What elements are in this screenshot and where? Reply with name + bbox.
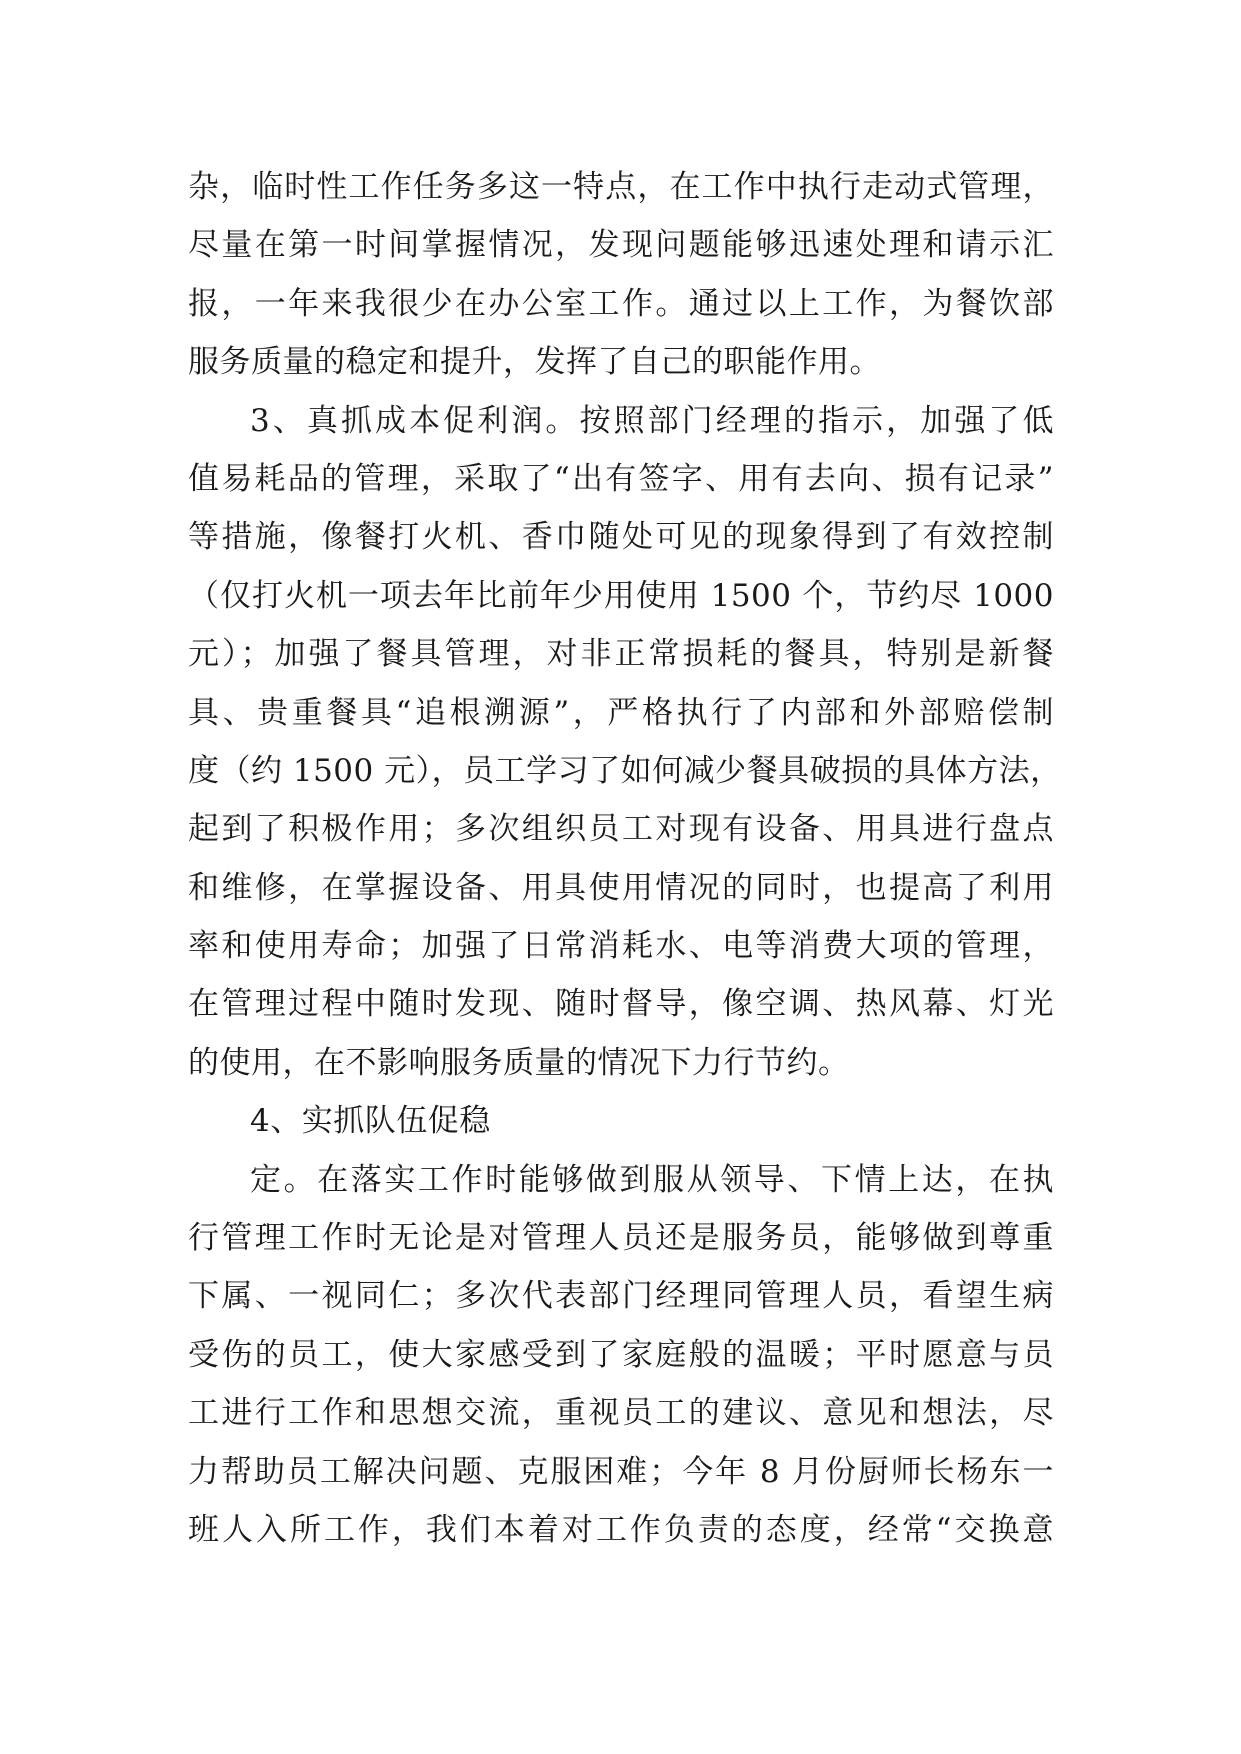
text-line: 的使用，在不影响服务质量的情况下力行节约。	[188, 1044, 850, 1081]
text-line: 下属、一视同仁；多次代表部门经理同管理人员，看望生病	[188, 1278, 1054, 1315]
text-line: （仅打火机一项去年比前年少用使用 1500 个，节约尽 1000	[188, 577, 1054, 614]
text-line: 力帮助员工解决问题、克服困难；今年 8 月份厨师长杨东一	[188, 1453, 1054, 1490]
text-line: 等措施，像餐打火机、香巾随处可见的现象得到了有效控制	[188, 519, 1054, 556]
text-line: 定。在落实工作时能够做到服从领导、下情上达，在执	[250, 1161, 1054, 1198]
text-line: 在管理过程中随时发现、随时督导，像空调、热风幕、灯光	[188, 986, 1054, 1023]
text-line: 率和使用寿命；加强了日常消耗水、电等消费大项的管理，	[188, 928, 1054, 965]
text-line: 4、实抓队伍促稳	[250, 1103, 491, 1140]
text-line: 报，一年来我很少在办公室工作。通过以上工作，为餐饮部	[188, 285, 1054, 322]
text-line: 元）；加强了餐具管理，对非正常损耗的餐具，特别是新餐	[188, 636, 1054, 673]
text-line: 杂，临时性工作任务多这一特点，在工作中执行走动式管理，	[188, 169, 1054, 205]
body-text	[188, 158, 1062, 1559]
text-line: 工进行工作和思想交流，重视员工的建议、意见和想法，尽	[188, 1395, 1054, 1432]
text-line: 度（约 1500 元），员工学习了如何减少餐具破损的具体方法，	[188, 752, 1062, 789]
text-line: 起到了积极作用；多次组织员工对现有设备、用具进行盘点	[188, 811, 1054, 848]
text-line: 值易耗品的管理，采取了“出有签字、用有去向、损有记录”	[188, 460, 1054, 497]
text-line: 班人入所工作，我们本着对工作负责的态度，经常“交换意	[188, 1511, 1054, 1548]
text-line: 和维修，在掌握设备、用具使用情况的同时，也提高了利用	[188, 869, 1054, 906]
text-line: 尽量在第一时间掌握情况，发现问题能够迅速处理和请示汇	[188, 227, 1054, 264]
text-line: 3、真抓成本促利润。按照部门经理的指示，加强了低	[250, 402, 1054, 439]
text-line: 受伤的员工，使大家感受到了家庭般的温暖；平时愿意与员	[188, 1336, 1054, 1373]
text-line: 具、贵重餐具“追根溯源”，严格执行了内部和外部赔偿制	[188, 694, 1054, 731]
text-line: 服务质量的稳定和提升，发挥了自己的职能作用。	[188, 344, 881, 381]
text-line: 行管理工作时无论是对管理人员还是服务员，能够做到尊重	[188, 1220, 1054, 1257]
